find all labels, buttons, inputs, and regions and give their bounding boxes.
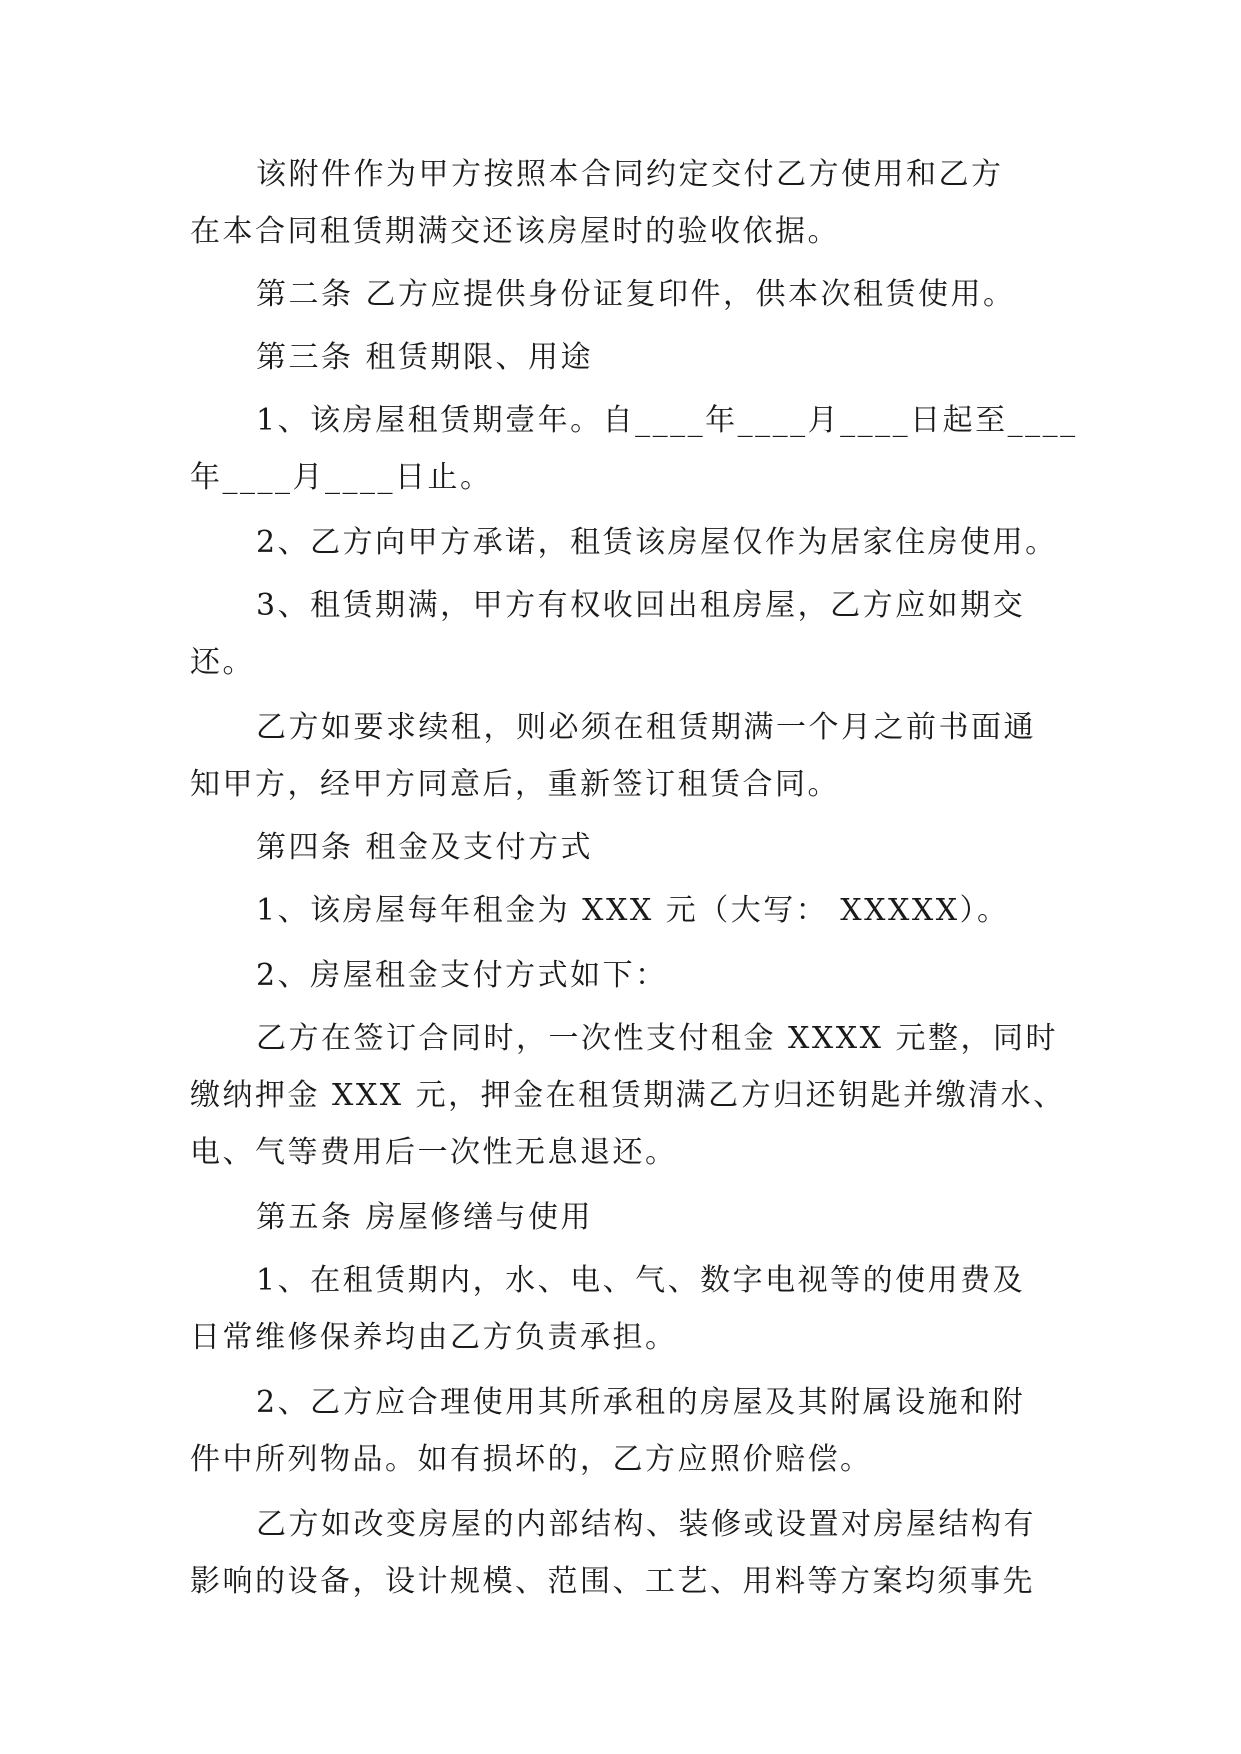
paragraph-line: 2、房屋租金支付方式如下： <box>256 958 668 993</box>
paragraph-line: 该附件作为甲方按照本合同约定交付乙方使用和乙方 <box>256 157 1004 192</box>
paragraph-line: 2、乙方应合理使用其所承租的房屋及其附属设施和附 <box>256 1385 1026 1420</box>
paragraph-line: 乙方在签订合同时，一次性支付租金 XXXX 元整，同时 <box>256 1021 1059 1056</box>
paragraph-line: 在本合同租赁期满交还该房屋时的验收依据。 <box>190 214 840 249</box>
paragraph-line: 2、乙方向甲方承诺，租赁该房屋仅作为居家住房使用。 <box>256 525 1058 560</box>
paragraph-line: 还。 <box>190 645 255 680</box>
paragraph-line: 1、该房屋每年租金为 XXX 元（大写： XXXXX）。 <box>256 893 1010 928</box>
paragraph-line: 知甲方，经甲方同意后，重新签订租赁合同。 <box>190 767 840 802</box>
paragraph-line: 乙方如要求续租，则必须在租赁期满一个月之前书面通 <box>256 710 1036 745</box>
paragraph-line: 缴纳押金 XXX 元，押金在租赁期满乙方归还钥匙并缴清水、 <box>190 1078 1066 1113</box>
paragraph-line: 日常维修保养均由乙方负责承担。 <box>190 1320 678 1355</box>
paragraph-line: 3、租赁期满，甲方有权收回出租房屋，乙方应如期交 <box>256 588 1026 623</box>
paragraph-line: 年____月____日止。 <box>190 460 493 495</box>
article-2-line: 第二条 乙方应提供身份证复印件，供本次租赁使用。 <box>256 277 1016 312</box>
paragraph-line: 乙方如改变房屋的内部结构、装修或设置对房屋结构有 <box>256 1507 1036 1542</box>
article-4-heading: 第四条 租金及支付方式 <box>256 830 594 865</box>
paragraph-line: 电、气等费用后一次性无息退还。 <box>190 1135 678 1170</box>
paragraph-line: 件中所列物品。如有损坏的，乙方应照价赔偿。 <box>190 1442 873 1477</box>
paragraph-line: 1、该房屋租赁期壹年。自____年____月____日起至____ <box>256 403 1078 438</box>
paragraph-line: 影响的设备，设计规模、范围、工艺、用料等方案均须事先 <box>190 1564 1035 1599</box>
article-3-heading: 第三条 租赁期限、用途 <box>256 340 594 375</box>
paragraph-line: 1、在租赁期内，水、电、气、数字电视等的使用费及 <box>256 1263 1026 1298</box>
contract-text <box>190 157 1078 1599</box>
article-5-heading: 第五条 房屋修缮与使用 <box>256 1200 594 1235</box>
